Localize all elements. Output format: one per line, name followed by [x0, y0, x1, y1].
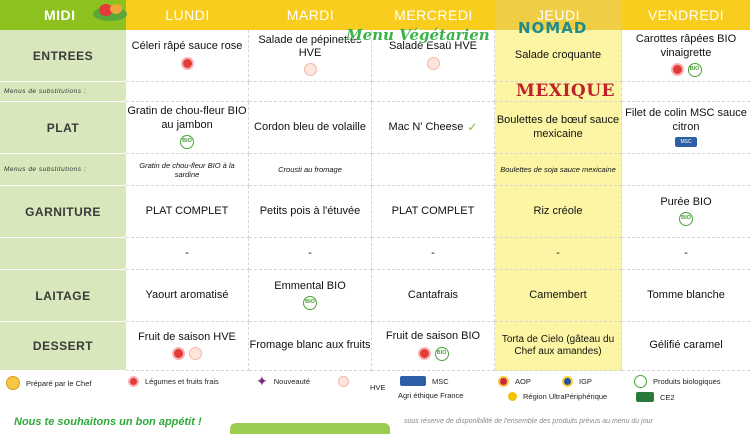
sub2-jeudi: Boulettes de soja sauce mexicaine: [495, 154, 622, 186]
dish-text: Salade Esaü HVE: [388, 40, 478, 53]
header-mardi: MARDI: [249, 0, 372, 30]
bio-icon: BIO: [180, 135, 194, 149]
igp-icon: [562, 376, 573, 387]
row-label-entrees: ENTREES: [0, 30, 126, 82]
legend-label: MSC: [432, 376, 449, 386]
dish-text: Cantafrais: [407, 288, 459, 301]
legend-hve-mark: [338, 376, 355, 387]
plat-lundi: [126, 102, 249, 154]
legend-ethique: [398, 391, 463, 400]
menu-grid: [0, 30, 750, 371]
legend-label: HVE: [370, 383, 386, 392]
dish-text: Riz créole: [533, 204, 583, 217]
laitage-mercredi: [372, 270, 495, 322]
legend-label: Légumes et fruits frais: [145, 377, 219, 386]
garniture-mercredi: [372, 186, 495, 238]
row-dessert: [0, 322, 750, 371]
legend-fruits: [128, 376, 219, 387]
dash-mercredi: -: [372, 238, 495, 270]
disclaimer: sous réserve de disponibilité de l'ensemble des produits prévus au menu du jour: [404, 418, 653, 425]
chef-mascot-icon: [92, 0, 128, 22]
dash-jeudi: -: [495, 238, 622, 270]
entree-lundi: [126, 30, 249, 82]
dish-text: Fromage blanc aux fruits: [249, 339, 371, 352]
bon-appetit-message: Nous te souhaitons un bon appétit !: [14, 416, 202, 428]
sub1-lundi: [126, 82, 249, 102]
dessert-mardi: [249, 322, 372, 371]
dish-text: Boulettes de bœuf sauce mexicaine: [496, 114, 620, 140]
dish-text: Yaourt aromatisé: [145, 288, 229, 301]
legend-hve: [370, 383, 385, 392]
row-label-plat: PLAT: [0, 102, 126, 154]
sub2-vendredi: [622, 154, 750, 186]
sub1-mardi: [249, 82, 372, 102]
row-label-garniture: GARNITURE: [0, 186, 126, 238]
dish-text: Fruit de saison BIO: [385, 330, 481, 343]
dessert-jeudi: [495, 322, 622, 371]
row-substitutions-2: [0, 154, 750, 186]
legend-aop: [498, 376, 531, 387]
laitage-vendredi: [622, 270, 750, 322]
dish-text: Purée BIO: [660, 195, 712, 208]
legend-label: AOP: [515, 377, 531, 386]
row-laitage: [0, 270, 750, 322]
header-vendredi: VENDREDI: [622, 0, 750, 30]
garniture-lundi: [126, 186, 249, 238]
legend-label: Nouveauté: [273, 376, 311, 386]
nomad-logo: NOMAD: [518, 19, 588, 37]
msc-icon: MSC: [675, 137, 697, 147]
legend-ce2: [636, 392, 675, 402]
legend-label: CE2: [660, 392, 675, 402]
legend-chef: [6, 376, 91, 390]
legend-nouveaute: [256, 373, 311, 389]
laitage-lundi: [126, 270, 249, 322]
row-garniture-alt: [0, 238, 750, 270]
hve-icon: [338, 376, 349, 387]
dish-text: Tomme blanche: [647, 288, 725, 301]
legend-label: Produits biologiques: [653, 377, 721, 386]
vegetarian-menu-banner: Menu Végétarien: [346, 26, 490, 44]
dish-text: Gratin de chou-fleur BIO au jambon: [127, 105, 247, 131]
mexique-logo: MEXIQUE: [516, 81, 616, 101]
dish-text: Fruit de saison HVE: [138, 330, 236, 343]
entree-jeudi: [495, 30, 622, 82]
hve-icon: [189, 347, 202, 360]
dish-text: Gélifié caramel: [649, 339, 723, 352]
row-label-dessert: DESSERT: [0, 322, 126, 371]
dash-vendredi: -: [622, 238, 750, 270]
dish-text: Cordon bleu de volaille: [254, 120, 366, 133]
fresh-produce-icon: [418, 347, 431, 360]
fresh-produce-icon: [181, 57, 194, 70]
garniture-mardi: [249, 186, 372, 238]
bio-icon: BIO: [303, 296, 317, 310]
laitage-jeudi: [495, 270, 622, 322]
fresh-produce-icon: [128, 376, 139, 387]
plat-mardi: [249, 102, 372, 154]
vegetarian-check-icon: ✓: [467, 120, 478, 135]
legend: [0, 371, 750, 409]
sub1-vendredi: [622, 82, 750, 102]
dish-text: Carottes râpées BIO vinaigrette: [635, 33, 737, 59]
dessert-vendredi: [622, 322, 750, 371]
plat-vendredi: [622, 102, 750, 154]
bio-icon: BIO: [688, 63, 702, 77]
header-midi: MIDI: [0, 0, 126, 30]
dish-text: Torta de Cielo (gâteau du Chef aux amandes): [501, 334, 615, 357]
ultraperipherique-icon: [508, 392, 517, 401]
sub2-lundi: Gratin de chou-fleur BIO à la sardine: [126, 154, 249, 186]
ce2-icon: [636, 392, 654, 402]
header-jeudi: JEUDI: [495, 0, 622, 30]
footer: [0, 409, 750, 434]
row-garniture: [0, 186, 750, 238]
header-mercredi: MERCREDI: [372, 0, 495, 30]
garniture-jeudi: [495, 186, 622, 238]
salad-decoration-icon: [230, 423, 390, 434]
dish-text: Mac N' Cheese: [388, 120, 464, 133]
dish-text: PLAT COMPLET: [391, 204, 475, 217]
legend-label: Préparé par le Chef: [26, 378, 92, 388]
fresh-produce-icon: [172, 347, 185, 360]
dish-text: Céleri râpé sauce rose: [131, 40, 243, 53]
sub2-mercredi: [372, 154, 495, 186]
dish-text: Filet de colin MSC sauce citron: [625, 107, 747, 133]
bio-icon: BIO: [679, 212, 693, 226]
row-label-laitage: LAITAGE: [0, 270, 126, 322]
aop-icon: [498, 376, 509, 387]
legend-bio: [634, 375, 721, 388]
sub2-mardi: Crousti au fromage: [249, 154, 372, 186]
dish-text: PLAT COMPLET: [145, 204, 229, 217]
dish-text: Emmental BIO: [274, 279, 346, 292]
chef-icon: [6, 376, 20, 390]
dish-text: Salade de pépinettes HVE: [258, 33, 362, 59]
dish-text: Camembert: [529, 288, 587, 301]
bio-icon: BIO: [435, 347, 449, 361]
dash-mardi: -: [249, 238, 372, 270]
new-star-icon: ✦: [256, 373, 268, 389]
garniture-vendredi: [622, 186, 750, 238]
dish-text: Salade croquante: [514, 48, 602, 61]
bio-icon: [634, 375, 647, 388]
dessert-lundi: [126, 322, 249, 371]
dash-lundi: -: [126, 238, 249, 270]
hve-icon: [427, 57, 440, 70]
sub1-mercredi: [372, 82, 495, 102]
laitage-mardi: [249, 270, 372, 322]
row-label-substitutions: Menus de substitutions :: [0, 82, 126, 102]
row-label-empty: [0, 238, 126, 270]
legend-ultra: [508, 392, 607, 401]
row-plat: [0, 102, 750, 154]
legend-igp: [562, 376, 592, 387]
fresh-produce-icon: [671, 63, 684, 76]
dessert-mercredi: [372, 322, 495, 371]
legend-label: Région UltraPériphérique: [523, 392, 608, 401]
row-substitutions-1: [0, 82, 750, 102]
msc-icon: [400, 376, 426, 386]
dish-text: Petits pois à l'étuvée: [259, 204, 361, 217]
entree-vendredi: [622, 30, 750, 82]
legend-label: Agri éthique France: [398, 391, 464, 400]
hve-icon: [304, 63, 317, 76]
legend-msc: [400, 376, 449, 386]
plat-jeudi: [495, 102, 622, 154]
row-label-substitutions: Menus de substitutions :: [0, 154, 126, 186]
header-lundi: LUNDI: [126, 0, 249, 30]
legend-label: IGP: [579, 377, 592, 386]
plat-mercredi: [372, 102, 495, 154]
